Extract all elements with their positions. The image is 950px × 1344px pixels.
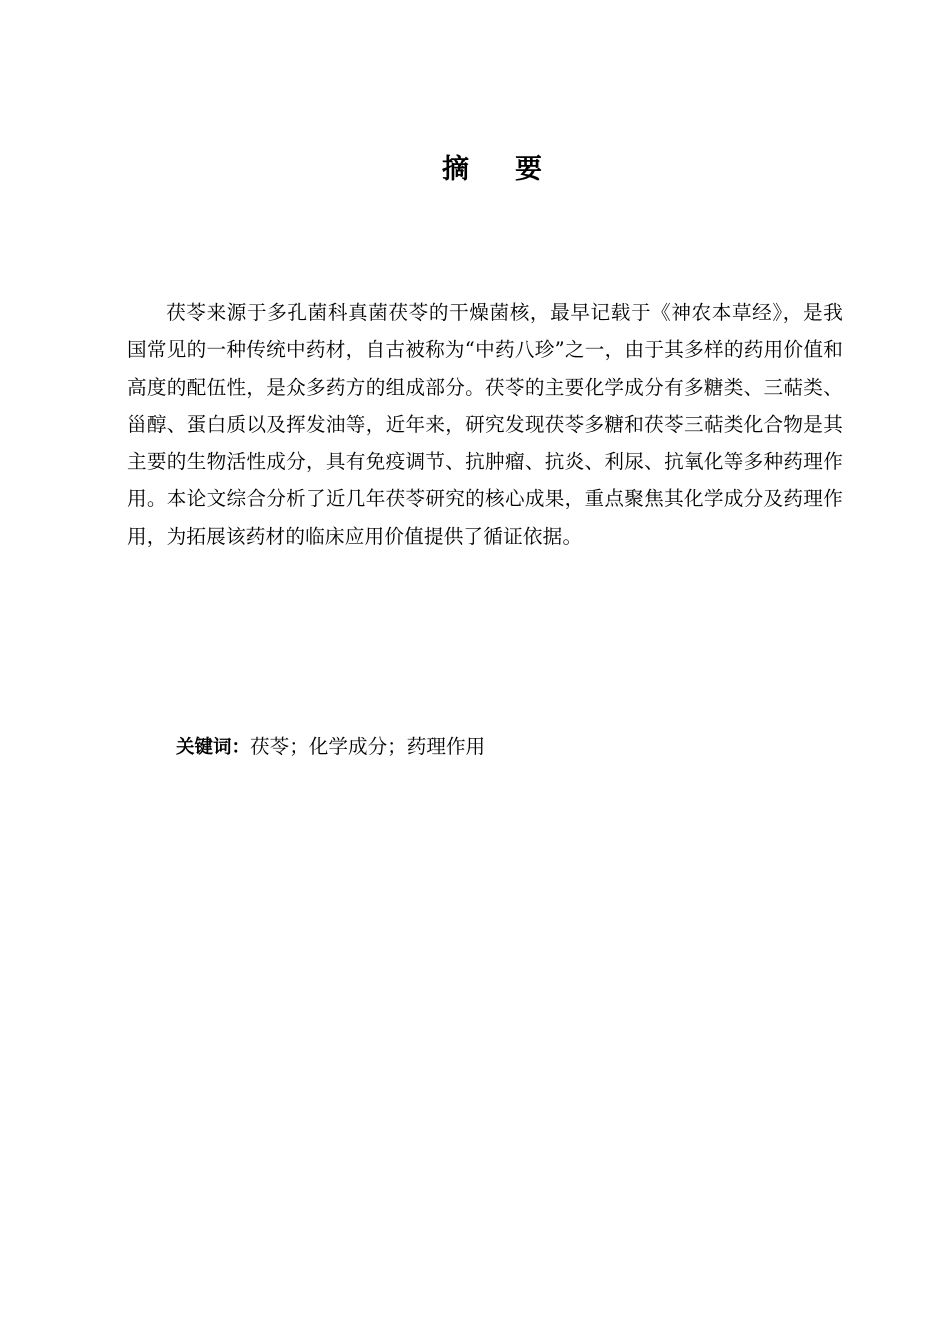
page-title <box>0 150 950 190</box>
title-char-2: 要 <box>515 154 544 185</box>
keywords-text: 茯苓；化学成分；药理作用 <box>250 735 486 758</box>
abstract-paragraph: 茯苓来源于多孔菌科真菌茯苓的干燥菌核，最早记载于《神农本草经》，是我国常见的一种传统中药材，自古被称为“中药八珍”之一，由于其多样的药用价值和高度的配伍性，是众多药方的组成部分。茯苓的主要化学成分有多糖类、三萜类、甾醇、蛋白质以及挥发油等，近年来，研究发现茯苓多糖和茯苓三萜类化合物是其主要的生物活性成分，具有免疫调节、抗肿瘤、抗炎、利尿、抗氧化等多种药理作用。本论文综合分析了近几年茯苓研究的核心成果，重点聚焦其化学成分及药理作用，为拓展该药材的临床应用价值提供了循证依据。 <box>127 301 843 548</box>
keywords-line <box>176 728 485 766</box>
keywords-label: 关键词： <box>176 737 251 758</box>
title-char-1: 摘 <box>442 154 471 185</box>
